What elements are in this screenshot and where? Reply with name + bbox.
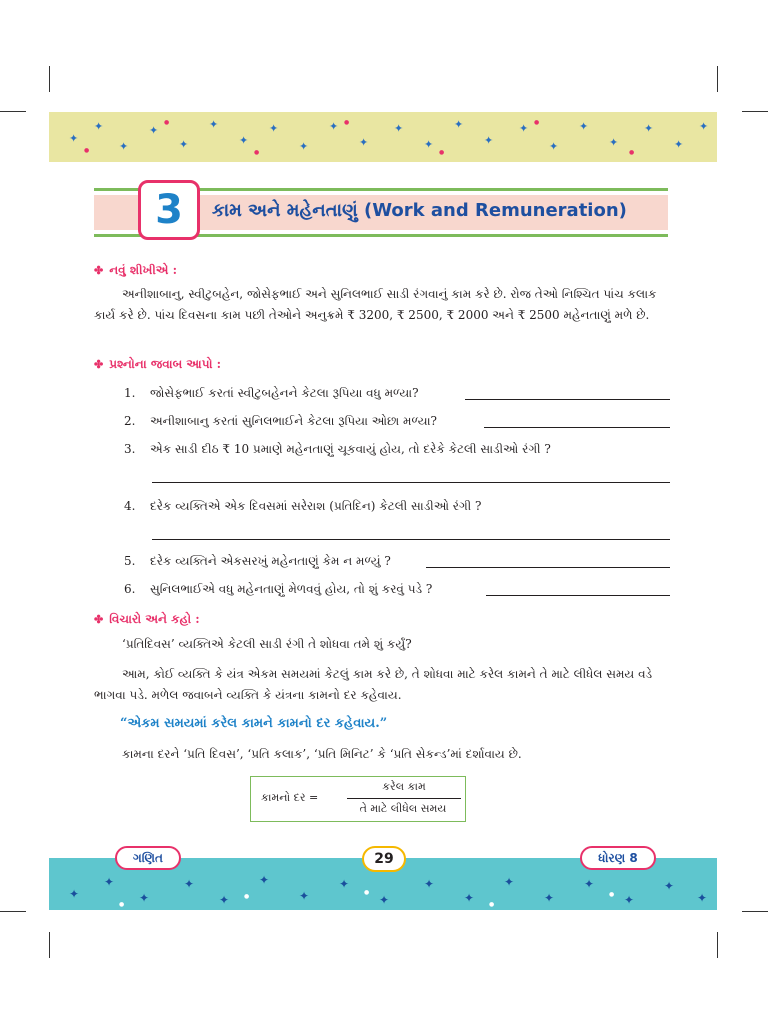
section-heading-label: વિચારો અને કહો : (109, 612, 200, 626)
svg-text:✦: ✦ (184, 877, 195, 891)
svg-text:✦: ✦ (69, 887, 80, 901)
section-heading-new-learning (94, 263, 177, 278)
svg-text:●: ● (364, 889, 370, 896)
question-text: જોસેફભાઈ કરતાં સ્વીટુબહેનને કેટલા રૂપિયા વધુ મળ્યા? (150, 386, 419, 400)
svg-text:✦: ✦ (697, 891, 708, 905)
svg-text:✦: ✦ (299, 140, 309, 153)
svg-text:✦: ✦ (519, 122, 529, 135)
crop-mark (0, 111, 26, 112)
svg-text:●: ● (629, 149, 635, 156)
svg-text:✦: ✦ (699, 120, 709, 133)
svg-text:●: ● (164, 119, 170, 126)
svg-text:✦: ✦ (664, 879, 675, 893)
svg-text:✦: ✦ (239, 134, 249, 147)
crop-mark (0, 911, 26, 912)
svg-text:✦: ✦ (329, 120, 339, 133)
svg-text:✦: ✦ (299, 889, 310, 903)
question-text: અનીશાબાનુ કરતાં સુનિલભાઈને કેટલા રૂપિયા ઓછા મળ્યા? (150, 414, 437, 428)
crop-mark (717, 932, 718, 958)
question-number: 3. (124, 442, 136, 456)
svg-text:✦: ✦ (644, 122, 654, 135)
svg-text:✦: ✦ (219, 893, 230, 907)
svg-text:●: ● (609, 891, 615, 898)
bullet-icon: ✤ (94, 613, 104, 626)
svg-text:●: ● (244, 893, 250, 900)
svg-text:✦: ✦ (379, 893, 390, 907)
formula-box (250, 776, 466, 822)
question-4 (124, 499, 481, 514)
crop-mark (742, 911, 768, 912)
page-number: 29 (362, 846, 406, 872)
question-6 (124, 582, 432, 597)
svg-text:●: ● (254, 149, 260, 156)
formula-denominator: તે માટે લીધેલ સમય (359, 802, 447, 815)
svg-text:●: ● (489, 901, 495, 908)
svg-text:✦: ✦ (504, 875, 515, 889)
chapter-title: કામ અને મહેનતાણું (Work and Remuneration) (212, 200, 627, 221)
section-heading-think-say (94, 612, 200, 627)
answer-line[interactable] (486, 595, 670, 596)
bullet-icon: ✤ (94, 264, 104, 277)
question-1 (124, 386, 419, 401)
svg-text:✦: ✦ (424, 138, 434, 151)
chapter-number: 3 (138, 180, 200, 240)
crop-mark (742, 111, 768, 112)
bullet-icon: ✤ (94, 358, 104, 371)
top-decorative-band (49, 112, 717, 162)
question-number: 4. (124, 499, 136, 513)
svg-text:✦: ✦ (549, 140, 559, 153)
answer-line[interactable] (426, 567, 670, 568)
section-heading-questions (94, 357, 221, 372)
question-number: 5. (124, 554, 136, 568)
svg-text:✦: ✦ (464, 891, 475, 905)
svg-text:✦: ✦ (139, 891, 150, 905)
answer-line[interactable] (465, 399, 670, 400)
svg-text:✦: ✦ (454, 118, 464, 131)
svg-text:✦: ✦ (269, 122, 279, 135)
answer-line[interactable] (152, 482, 670, 483)
svg-text:✦: ✦ (484, 134, 494, 147)
section-heading-label: પ્રશ્નોના જવાબ આપો : (109, 357, 222, 371)
question-text: દરેક વ્યક્તિને એકસરખું મહેનતાણું કેમ ન મળ્યું ? (150, 554, 391, 568)
question-text: સુનિલભાઈએ વધુ મહેનતાણું મેળવવું હોય, તો શું કરવું પડે ? (150, 582, 433, 596)
svg-text:✦: ✦ (544, 891, 555, 905)
svg-text:●: ● (119, 901, 125, 908)
question-3 (124, 442, 551, 457)
svg-text:✦: ✦ (584, 877, 595, 891)
fraction-bar (347, 798, 461, 799)
svg-text:●: ● (84, 147, 90, 154)
svg-text:✦: ✦ (424, 877, 435, 891)
question-text: એક સાડી દીઠ ₹ 10 પ્રમાણે મહેનતાણું ચૂકવાયું હોય, તો દરેકે કેટલી સાડીઓ રંગી ? (150, 442, 551, 456)
intro-paragraph: અનીશાબાનુ, સ્વીટુબહેન, જોસેફભાઈ અને સુનિલભાઈ સાડી રંગવાનું કામ કરે છે. રોજ તેઓ નિશ્ચિત પાંચ કલાક કાર્ય કરે છે. પાંચ દિવસના કામ પછી તેઓને અનુક્રમે ₹ 3200, ₹ 2500, ₹ 2000 અને ₹ 2500 મહેનતાણું મળે છે. (94, 287, 657, 322)
question-number: 6. (124, 582, 136, 596)
svg-text:✦: ✦ (104, 875, 115, 889)
definition-quote: “એકમ સમયમાં કરેલ કામને કામનો દર કહેવાય.” (120, 716, 388, 731)
standard-label: ધોરણ 8 (580, 846, 656, 870)
svg-text:●: ● (344, 119, 350, 126)
svg-text:✦: ✦ (94, 120, 104, 133)
svg-text:✦: ✦ (359, 136, 369, 149)
answer-line[interactable] (152, 539, 670, 540)
section-heading-label: નવું શીખીએ : (109, 263, 178, 277)
svg-text:✦: ✦ (119, 140, 129, 153)
svg-text:●: ● (534, 119, 540, 126)
svg-text:✦: ✦ (394, 122, 404, 135)
answer-line[interactable] (484, 427, 670, 428)
crop-mark (717, 66, 718, 92)
svg-text:✦: ✦ (209, 118, 219, 131)
subject-label: ગણિત (115, 846, 181, 870)
svg-text:●: ● (439, 149, 445, 156)
svg-text:✦: ✦ (69, 132, 79, 145)
rate-units-line: કામના દરને ‘પ્રતિ દિવસ’, ‘પ્રતિ કલાક’, ‘પ્રતિ મિનિટ’ કે ‘પ્રતિ સેકન્ડ’માં દર્શાવાય છે. (122, 747, 522, 761)
formula-label: કામનો દર = (261, 791, 319, 804)
svg-text:✦: ✦ (674, 138, 684, 151)
explanation-paragraph: આમ, કોઈ વ્યક્તિ કે યંત્ર એકમ સમયમાં કેટલું કામ કરે છે, તે શોધવા માટે કરેલ કામને તે માટે લીધેલ સમય વડે ભાગવા પડે. મળેલ જવાબને વ્યક્તિ કે યંત્રના કામનો દર કહેવાય. (94, 667, 653, 702)
svg-text:✦: ✦ (339, 877, 350, 891)
svg-text:✦: ✦ (149, 124, 159, 137)
svg-text:✦: ✦ (259, 873, 270, 887)
question-number: 1. (124, 386, 136, 400)
sparkle-decoration (49, 112, 717, 162)
formula-numerator: કરેલ કામ (382, 780, 426, 793)
question-5 (124, 554, 391, 569)
svg-text:✦: ✦ (179, 138, 189, 151)
think-line-1: ‘પ્રતિદિવસ’ વ્યક્તિએ કેટલી સાડી રંગી તે શોધવા તમે શું કર્યું? (122, 637, 412, 651)
svg-text:✦: ✦ (609, 136, 619, 149)
question-2 (124, 414, 437, 429)
crop-mark (49, 66, 50, 92)
question-number: 2. (124, 414, 136, 428)
svg-text:✦: ✦ (624, 893, 635, 907)
svg-text:✦: ✦ (579, 120, 589, 133)
question-text: દરેક વ્યક્તિએ એક દિવસમાં સરેરાશ (પ્રતિદિન) કેટલી સાડીઓ રંગી ? (150, 499, 482, 513)
crop-mark (49, 932, 50, 958)
